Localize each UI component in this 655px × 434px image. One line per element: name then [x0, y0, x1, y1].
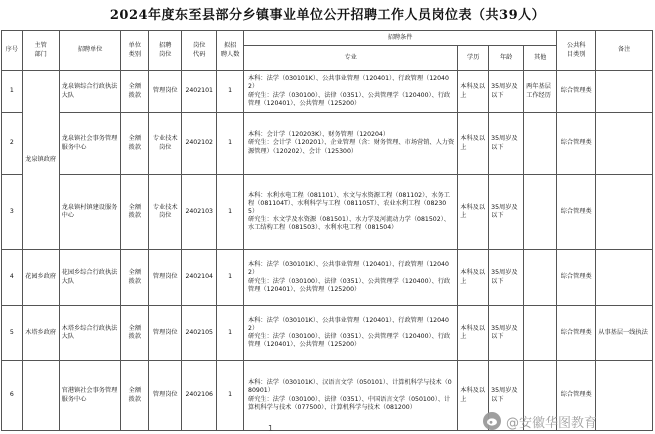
header-remark: 备注: [596, 31, 653, 71]
code-cell: 2402103: [182, 175, 217, 250]
code-cell: 2402106: [182, 361, 217, 431]
dept-cell: 花园乡政府: [22, 250, 59, 306]
code-cell: 2402102: [182, 113, 217, 175]
other-cell: [524, 306, 557, 361]
seq-cell: 4: [2, 250, 23, 306]
dept-cell: [22, 361, 59, 431]
unit-type-cell: 全额 拨款: [121, 306, 149, 361]
header-age: 年龄: [489, 46, 524, 71]
table-row: [2, 250, 653, 306]
header-exam: 公共科 目类别: [557, 31, 596, 71]
post-cell: 管理岗位: [149, 71, 182, 113]
exam-cell: 综合管理类: [557, 71, 596, 113]
remark-cell: [596, 361, 653, 431]
positions-table: [1, 30, 653, 431]
unit-cell: 官港镇社会事务管理服务中心: [59, 361, 121, 431]
header-post-type: 招聘 岗位: [149, 31, 182, 71]
major-cell: 本科：法学（030101K）、公共事业管理（120401）、行政管理（120402） 研究生：法学（030100）、法律（0351）、公共管理学（120400）、行政管理（120401）、公共管理（125200）: [244, 71, 458, 113]
count-cell: 1: [217, 71, 244, 113]
education-cell: 本科及以上: [458, 113, 489, 175]
table-row: [2, 306, 653, 361]
code-cell: 2402104: [182, 250, 217, 306]
page-title: 2024年度东至县部分乡镇事业单位公开招聘工作人员岗位表（共39人）: [109, 8, 546, 23]
post-cell: 专业技术岗位: [149, 175, 182, 250]
seq-cell: 3: [2, 175, 23, 250]
remark-cell: [596, 250, 653, 306]
seq-cell: 6: [2, 361, 23, 431]
unit-type-cell: 全额 拨款: [121, 113, 149, 175]
major-cell: 本科：会计学（120203K）、财务管理（120204） 研究生：会计学（120201）、企业管理（含：财务管理、市场营销、人力资源管理）（120202）、会计（125300）: [244, 113, 458, 175]
remark-cell: [596, 175, 653, 250]
header-conditions: 招聘条件: [244, 31, 557, 46]
count-cell: 1: [217, 250, 244, 306]
post-cell: 管理岗位: [149, 250, 182, 306]
exam-cell: 综合管理类: [557, 361, 596, 431]
header-code: 岗位 代码: [182, 31, 217, 71]
seq-cell: 2: [2, 113, 23, 175]
seq-cell: 1: [2, 71, 23, 113]
education-cell: 本科及以上: [458, 175, 489, 250]
age-cell: 35周岁及以下: [489, 175, 524, 250]
page-number: 1: [268, 424, 274, 433]
header-dept: 主管 部门: [22, 31, 59, 71]
count-cell: 1: [217, 113, 244, 175]
other-cell: [524, 250, 557, 306]
code-cell: 2402101: [182, 71, 217, 113]
unit-cell: 龙泉镇社会事务管理服务中心: [59, 113, 121, 175]
unit-cell: 龙泉镇村镇建设服务中心: [59, 175, 121, 250]
unit-cell: 龙泉镇综合行政执法大队: [59, 71, 121, 113]
major-cell: 本科：法学（030101K）、公共事业管理（120401）、行政管理（120402） 研究生：法学（030100）、法律（0351）、公共管理学（120400）、行政管理（120401）、公共管理（125200）: [244, 306, 458, 361]
header-unit: 招聘单位: [59, 31, 121, 71]
major-cell: 本科：法学（030101K）、汉语言文学（050101）、计算机科学与技术（080901） 研究生：法学（030100）、法律（0351）、中国语言文学（050100）、计算机科学与技术（077500）、计算机科学与技术（081200）: [244, 361, 458, 431]
unit-type-cell: 全额 拨款: [121, 71, 149, 113]
remark-cell: 从事基层一线执法: [596, 306, 653, 361]
exam-cell: 综合管理类: [557, 250, 596, 306]
count-cell: 1: [217, 306, 244, 361]
post-cell: 专业技术岗位: [149, 113, 182, 175]
post-cell: 管理岗位: [149, 361, 182, 431]
exam-cell: 综合管理类: [557, 306, 596, 361]
remark-cell: [596, 71, 653, 113]
table-row: [2, 175, 653, 250]
unit-type-cell: 全额 拨款: [121, 361, 149, 431]
other-cell: [524, 113, 557, 175]
table-row: [2, 361, 653, 431]
major-cell: 本科：水利水电工程（081101）、水文与水资源工程（081102）、水务工程（081104T）、水利科学与工程（081105T）、农业水利工程（082305） 研究生：水文学及水资源（081501）、水力学及河流动力学（081502）、水工结构工程（081503）、水利水电工程（081504）: [244, 175, 458, 250]
dept-cell: 龙泉镇政府: [22, 71, 59, 250]
header-row-1: [2, 31, 653, 46]
unit-type-cell: 全额 拨款: [121, 175, 149, 250]
count-cell: 1: [217, 175, 244, 250]
remark-cell: [596, 113, 653, 175]
other-cell: [524, 361, 557, 431]
header-seq: 序号: [2, 31, 23, 71]
unit-cell: 花园乡综合行政执法大队: [59, 250, 121, 306]
dept-cell: 木塔乡政府: [22, 306, 59, 361]
other-cell: 两年基层工作经历: [524, 71, 557, 113]
other-cell: [524, 175, 557, 250]
age-cell: 35周岁及以下: [489, 361, 524, 431]
education-cell: 本科及以上: [458, 71, 489, 113]
unit-cell: 木塔乡综合行政执法大队: [59, 306, 121, 361]
post-cell: 管理岗位: [149, 306, 182, 361]
seq-cell: 5: [2, 306, 23, 361]
education-cell: 本科及以上: [458, 361, 489, 431]
watermark-text: @安徽华图教育: [505, 415, 597, 431]
header-education: 学历: [458, 46, 489, 71]
header-unit-type: 单位 类别: [121, 31, 149, 71]
exam-cell: 综合管理类: [557, 175, 596, 250]
code-cell: 2402105: [182, 306, 217, 361]
unit-type-cell: 全额 拨款: [121, 250, 149, 306]
header-count: 拟招 聘人数: [217, 31, 244, 71]
header-major: 专业: [244, 46, 458, 71]
table-row: [2, 113, 653, 175]
header-other: 其他: [524, 46, 557, 71]
count-cell: 1: [217, 361, 244, 431]
education-cell: 本科及以上: [458, 306, 489, 361]
education-cell: 本科及以上: [458, 250, 489, 306]
age-cell: 35周岁及以下: [489, 306, 524, 361]
age-cell: 35周岁及以下: [489, 250, 524, 306]
age-cell: 35周岁及以下: [489, 71, 524, 113]
exam-cell: 综合管理类: [557, 113, 596, 175]
table-row: [2, 71, 653, 113]
major-cell: 本科：法学（030101K）、公共事业管理（120401）、行政管理（120402） 研究生：法学（030100）、法律（0351）、公共管理学（120400）、行政管理（120401）、公共管理（125200）: [244, 250, 458, 306]
age-cell: 35周岁及以下: [489, 113, 524, 175]
